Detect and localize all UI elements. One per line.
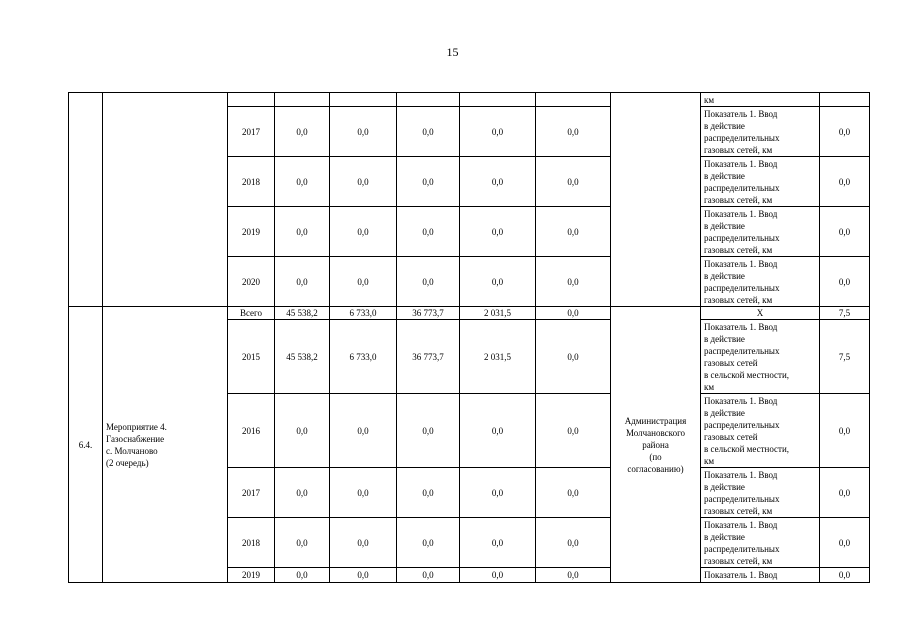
indicator-cell: Показатель 1. Ввод (701, 568, 820, 583)
value-cell: 0,0 (397, 207, 460, 257)
value-cell: 0,0 (330, 568, 397, 583)
value-cell: 36 773,7 (397, 320, 460, 394)
year-cell: 2017 (228, 468, 275, 518)
value-cell: 0,0 (397, 107, 460, 157)
indicator-cell: Показатель 1. Ввод в действие распределительных газовых сетей, км (701, 107, 820, 157)
value-cell: 0,0 (536, 157, 611, 207)
table-row (69, 93, 870, 107)
indicator-cell: Показатель 1. Ввод в действие распределительных газовых сетей в сельской местности, км (701, 320, 820, 394)
value-cell: 0,0 (275, 257, 330, 307)
table-row (69, 307, 870, 320)
indicator-cell: Показатель 1. Ввод в действие распределительных газовых сетей, км (701, 468, 820, 518)
year-cell: 2017 (228, 107, 275, 157)
value-cell: 0,0 (536, 518, 611, 568)
value-cell: 0,0 (397, 518, 460, 568)
indicator-value-cell: 7,5 (820, 320, 870, 394)
indicator-value-cell: 0,0 (820, 257, 870, 307)
value-cell: 0,0 (460, 107, 536, 157)
value-cell: 0,0 (460, 157, 536, 207)
value-cell: 0,0 (460, 257, 536, 307)
indicator-value-cell: 0,0 (820, 207, 870, 257)
value-cell: 0,0 (397, 568, 460, 583)
value-cell: 2 031,5 (460, 320, 536, 394)
page-number: 15 (446, 45, 459, 59)
value-cell: 45 538,2 (275, 320, 330, 394)
measure-name: Мероприятие 4. Газоснабжение с. Молчаново (2 очередь) (103, 307, 228, 583)
indicator-cell: Х (701, 307, 820, 320)
indicator-cell: Показатель 1. Ввод в действие распределительных газовых сетей, км (701, 207, 820, 257)
value-cell: 0,0 (397, 157, 460, 207)
value-cell: 0,0 (536, 207, 611, 257)
value-cell: 0,0 (536, 257, 611, 307)
year-cell: 2020 (228, 257, 275, 307)
value-cell: 0,0 (536, 320, 611, 394)
value-cell: 0,0 (536, 107, 611, 157)
value-cell: 0,0 (397, 394, 460, 468)
value-cell: 0,0 (330, 394, 397, 468)
value-cell: 0,0 (330, 107, 397, 157)
indicator-cell: км (701, 93, 820, 107)
indicator-value-cell: 0,0 (820, 468, 870, 518)
value-cell: 0,0 (330, 257, 397, 307)
year-cell: 2018 (228, 518, 275, 568)
indicator-value-cell: 0,0 (820, 107, 870, 157)
year-cell: 2016 (228, 394, 275, 468)
year-cell: 2015 (228, 320, 275, 394)
value-cell: 0,0 (330, 207, 397, 257)
indicator-cell: Показатель 1. Ввод в действие распределительных газовых сетей, км (701, 257, 820, 307)
indicator-cell: Показатель 1. Ввод в действие распределительных газовых сетей, км (701, 157, 820, 207)
value-cell: 45 538,2 (275, 307, 330, 320)
value-cell: 0,0 (460, 518, 536, 568)
value-cell: 0,0 (397, 257, 460, 307)
indicator-value-cell: 0,0 (820, 157, 870, 207)
value-cell: 0,0 (460, 568, 536, 583)
value-cell: 0,0 (536, 568, 611, 583)
measure-name-cell (103, 93, 228, 307)
value-cell: 0,0 (330, 157, 397, 207)
executor: Администрация Молчановского района (по согласованию) (611, 307, 701, 583)
value-cell: 0,0 (536, 394, 611, 468)
value-cell: 0,0 (275, 468, 330, 518)
value-cell: 2 031,5 (460, 307, 536, 320)
indicator-value-cell: 0,0 (820, 518, 870, 568)
value-cell: 0,0 (460, 394, 536, 468)
value-cell: 0,0 (330, 468, 397, 518)
value-cell: 0,0 (275, 518, 330, 568)
value-cell: 0,0 (460, 207, 536, 257)
measure-number: 6.4. (69, 307, 103, 583)
value-cell: 0,0 (460, 468, 536, 518)
value-cell: 0,0 (536, 468, 611, 518)
executor-cell (611, 93, 701, 307)
value-cell: 36 773,7 (397, 307, 460, 320)
value-cell: 0,0 (275, 568, 330, 583)
num-cell (69, 93, 103, 307)
value-cell: 6 733,0 (330, 320, 397, 394)
indicator-value-cell: 0,0 (820, 568, 870, 583)
year-cell: 2018 (228, 157, 275, 207)
value-cell: 0,0 (275, 157, 330, 207)
value-cell: 0,0 (330, 518, 397, 568)
indicator-value-cell: 0,0 (820, 394, 870, 468)
indicator-value-cell: 7,5 (820, 307, 870, 320)
value-cell: 0,0 (275, 394, 330, 468)
value-cell: 0,0 (536, 307, 611, 320)
value-cell: 6 733,0 (330, 307, 397, 320)
year-cell: 2019 (228, 207, 275, 257)
value-cell: 0,0 (397, 468, 460, 518)
indicator-cell: Показатель 1. Ввод в действие распределительных газовых сетей, км (701, 518, 820, 568)
budget-table (68, 92, 870, 583)
value-cell: 0,0 (275, 207, 330, 257)
value-cell: 0,0 (275, 107, 330, 157)
year-cell: 2019 (228, 568, 275, 583)
indicator-cell: Показатель 1. Ввод в действие распределительных газовых сетей в сельской местности, км (701, 394, 820, 468)
year-cell: Всего (228, 307, 275, 320)
